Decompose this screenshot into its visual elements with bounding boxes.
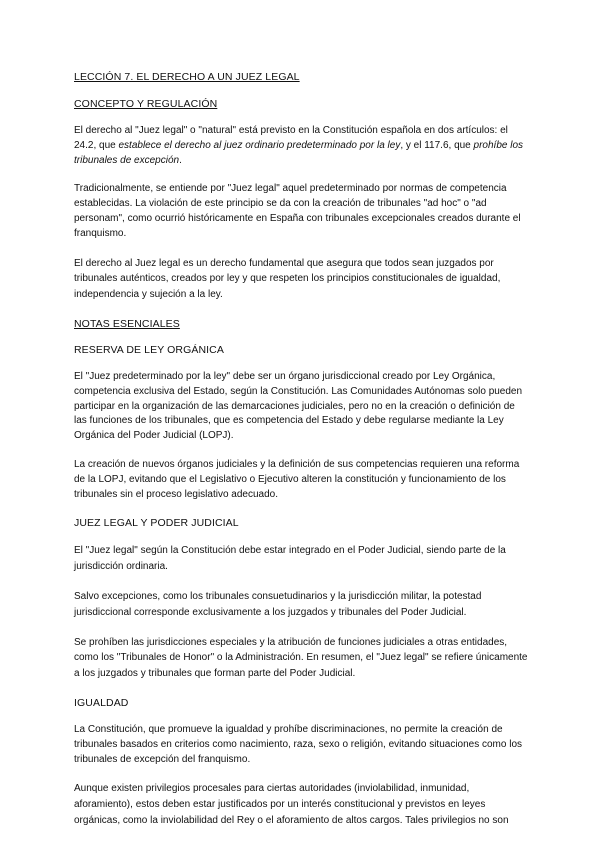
- section-heading-concepto: CONCEPTO Y REGULACIÓN: [74, 98, 218, 110]
- lesson-title: LECCIÓN 7. EL DERECHO A UN JUEZ LEGAL: [74, 71, 300, 83]
- paragraph-juez-predeterminado: El "Juez predeterminado por la ley" debe ser un órgano jurisdiccional creado por Ley Orgánica, competencia exclusiva del Estado, según la Constitución. Las Comunidades Autónomas solo pueden participar en la organización de las demarcaciones judiciales, pero no en la creación o definición de las funciones de los tribunales, que es competencia del Estado y debe regularse mediante la Ley Orgánica del Poder Judicial (LOPJ).: [74, 370, 523, 442]
- paragraph-jurisdicciones-especiales: Se prohíben las jurisdicciones especiales y la atribución de funciones judiciales a otras entidades, como los "Tribunales de Honor" o la Administración. En resumen, el "Juez legal" se refiere únicamente a los juzgados y tribunales que forman parte del Poder Judicial.: [74, 636, 528, 680]
- paragraph-juez-integrado: El "Juez legal" según la Constitución debe estar integrado en el Poder Judicial, siendo parte de la jurisdicción ordinaria.: [74, 545, 506, 573]
- paragraph-privilegios-procesales: Aunque existen privilegios procesales para ciertas autoridades (inviolabilidad, inmunidad, aforamiento), estos deben estar justificados por un interés constitucional y previstos en leyes orgánicas, como la inviolabilidad del Rey o el aforamiento de altos cargos. Tales privilegios no son: [74, 783, 509, 826]
- text-run: , y el 117.6, que: [400, 139, 474, 151]
- paragraph-constitucion-igualdad: La Constitución, que promueve la igualdad y prohíbe discriminaciones, no permite la creación de tribunales basados en criterios como nacimiento, raza, sexo o religión, evitando situaciones como los tribunales de excepción del franquismo.: [74, 723, 523, 765]
- italic-text-run: establece el derecho al juez ordinario predeterminado por la ley: [118, 139, 401, 151]
- text-run: .: [179, 154, 182, 166]
- paragraph-nuevos-organos: La creación de nuevos órganos judiciales y la definición de sus competencias requieren una reforma de la LOPJ, evitando que el Legislativo o Ejecutivo alteren la constitución y funcionamiento de los tribunales sin el proceso legislativo adecuado.: [74, 458, 520, 500]
- text-run: El derecho al "Juez legal" o "natural" está previsto en la Constitución española en dos artículos: el 24.2, que: [74, 125, 508, 151]
- section-heading-notas: NOTAS ESENCIALES: [74, 317, 180, 330]
- subheading-juez-poder-judicial: JUEZ LEGAL Y PODER JUDICIAL: [74, 517, 239, 530]
- paragraph-derecho-fundamental: El derecho al Juez legal es un derecho fundamental que asegura que todos sean juzgados por tribunales auténticos, creados por ley y que respeten los principios constitucionales de igualdad, independencia y sujeción a la ley.: [74, 257, 501, 301]
- italic-text-run: prohíbe los tribunales de excepción: [74, 139, 524, 166]
- paragraph-juez-legal-articulos: [74, 124, 530, 168]
- subheading-igualdad: IGUALDAD: [74, 696, 129, 709]
- paragraph-tradicionalmente: Tradicionalmente, se entiende por "Juez legal" aquel predeterminado por normas de competencia establecidas. La violación de este principio se da con la creación de tribunales "ad hoc" o "ad personam", como ocurrió históricamente en España con tribunales excepcionales creados durante el franquismo.: [74, 183, 521, 239]
- paragraph-salvo-excepciones: Salvo excepciones, como los tribunales consuetudinarios y la jurisdicción militar, la potestad jurisdiccional corresponde exclusivamente a los juzgados y tribunales del Poder Judicial.: [74, 590, 482, 618]
- subheading-reserva-ley: RESERVA DE LEY ORGÁNICA: [74, 343, 224, 356]
